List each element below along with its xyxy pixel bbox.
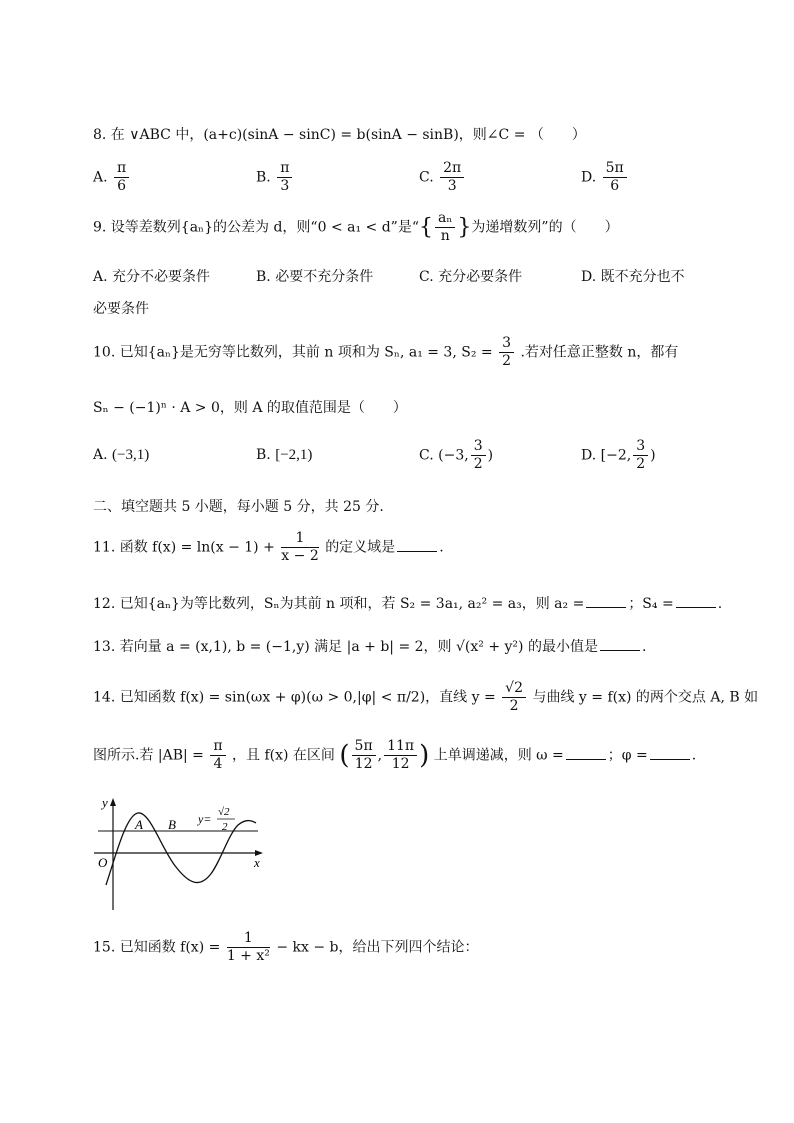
q13-stem: 13. 若向量 a = (x,1), b = (−1,y) 满足 |a + b| = 2，则 √(x² + y²) 的最小值是 . xyxy=(93,639,647,655)
q10-stem-line2: Sₙ − (−1)ⁿ · A > 0，则 A 的取值范围是（ ） xyxy=(93,400,407,416)
q9-option-a: A. 充分不必要条件 xyxy=(93,269,211,285)
q9-stem: 9. 设等差数列{aₙ}的公差为 d，则“0 < a₁ < d”是“{ $\frac{\text{aₙ}}{n}$ }为递增数列”的（ ） xyxy=(93,210,619,244)
q8-option-b: B. $\frac{\pi}{3}$ xyxy=(256,160,294,195)
line-equation-den: 2 xyxy=(222,821,228,833)
line-equation-label: y= xyxy=(198,812,212,826)
q10-option-d: D. [−2, $\frac{3}{2}$ ) xyxy=(581,438,656,472)
q8-option-d: D. $\frac{5\pi}{6}$ xyxy=(581,160,629,195)
sine-curve xyxy=(106,813,256,885)
point-b-label: B xyxy=(168,817,176,832)
q14-stem-line2: 图所示.若 |AB| = $\frac{\pi}{4}$ ，且 f(x) 在区间 ( $\frac{5\pi}{12}$ , $\frac{11\pi}{12}$ ) 上单调递减，则 ω = ；φ = . xyxy=(93,738,697,772)
q11-stem: 11. 函数 f(x) = ln(x − 1) + $\frac{1}{x - 2}$ 的定义域是 . xyxy=(93,530,444,564)
q10-option-b: B. [−2,1) xyxy=(256,447,313,463)
q14-answer-blank-phi[interactable] xyxy=(650,747,690,760)
q12-answer-blank-s4[interactable] xyxy=(676,595,716,608)
origin-label: O xyxy=(98,855,108,870)
q14-answer-blank-omega[interactable] xyxy=(566,747,606,760)
x-axis-label: x xyxy=(254,855,260,870)
q10-option-a: A. (−3,1) xyxy=(93,447,150,463)
point-a-label: A xyxy=(135,817,143,832)
y-axis-arrow xyxy=(110,798,116,806)
q12-stem: 12. 已知{aₙ}为等比数列，Sₙ为其前 n 项和，若 S₂ = 3a₁, a₂² = a₃，则 a₂ = ；S₄ = . xyxy=(93,596,723,612)
q9-option-c: C. 充分必要条件 xyxy=(419,269,523,285)
q10-option-c: C. (−3, $\frac{3}{2}$ ) xyxy=(419,438,494,472)
q10-stem-line1: 10. 已知{aₙ}是无穷等比数列，其前 n 项和为 Sₙ, a₁ = 3, S₂ = $\frac{3}{2}$ .若对任意正整数 n，都有 xyxy=(93,335,679,369)
q15-stem: 15. 已知函数 f(x) = $\frac{1}{\text{1 + x²}}$ − kx − b，给出下列四个结论： xyxy=(93,930,479,964)
line-equation-num: √2 xyxy=(218,806,230,818)
q14-stem-line1: 14. 已知函数 f(x) = sin(ωx + φ)(ω > 0,|φ| < π/2)，直线 y = $\frac{√2}{2}$ 与曲线 y = f(x) 的两个交点 A, B 如 xyxy=(93,680,759,714)
q9-option-d-continued: 必要条件 xyxy=(93,301,149,317)
q8-option-c: C. $\frac{2\pi}{3}$ xyxy=(419,160,466,195)
q9-option-d: D. 既不充分也不 xyxy=(581,269,685,285)
q8-stem: 8. 在 ∨ABC 中，(a+c)(sinA − sinC) = b(sinA − sinB)，则∠C = （ ） xyxy=(93,127,586,143)
q8-option-a: A. $\frac{\pi}{6}$ xyxy=(93,160,131,195)
q12-answer-blank-a2[interactable] xyxy=(586,595,626,608)
section-heading: 二、填空题共 5 小题，每小题 5 分，共 25 分. xyxy=(93,499,384,515)
y-axis-label: y xyxy=(102,795,108,810)
q14-sine-graph xyxy=(92,795,267,915)
q13-answer-blank[interactable] xyxy=(600,638,640,651)
q9-option-b: B. 必要不充分条件 xyxy=(256,269,374,285)
q11-answer-blank[interactable] xyxy=(397,539,437,552)
